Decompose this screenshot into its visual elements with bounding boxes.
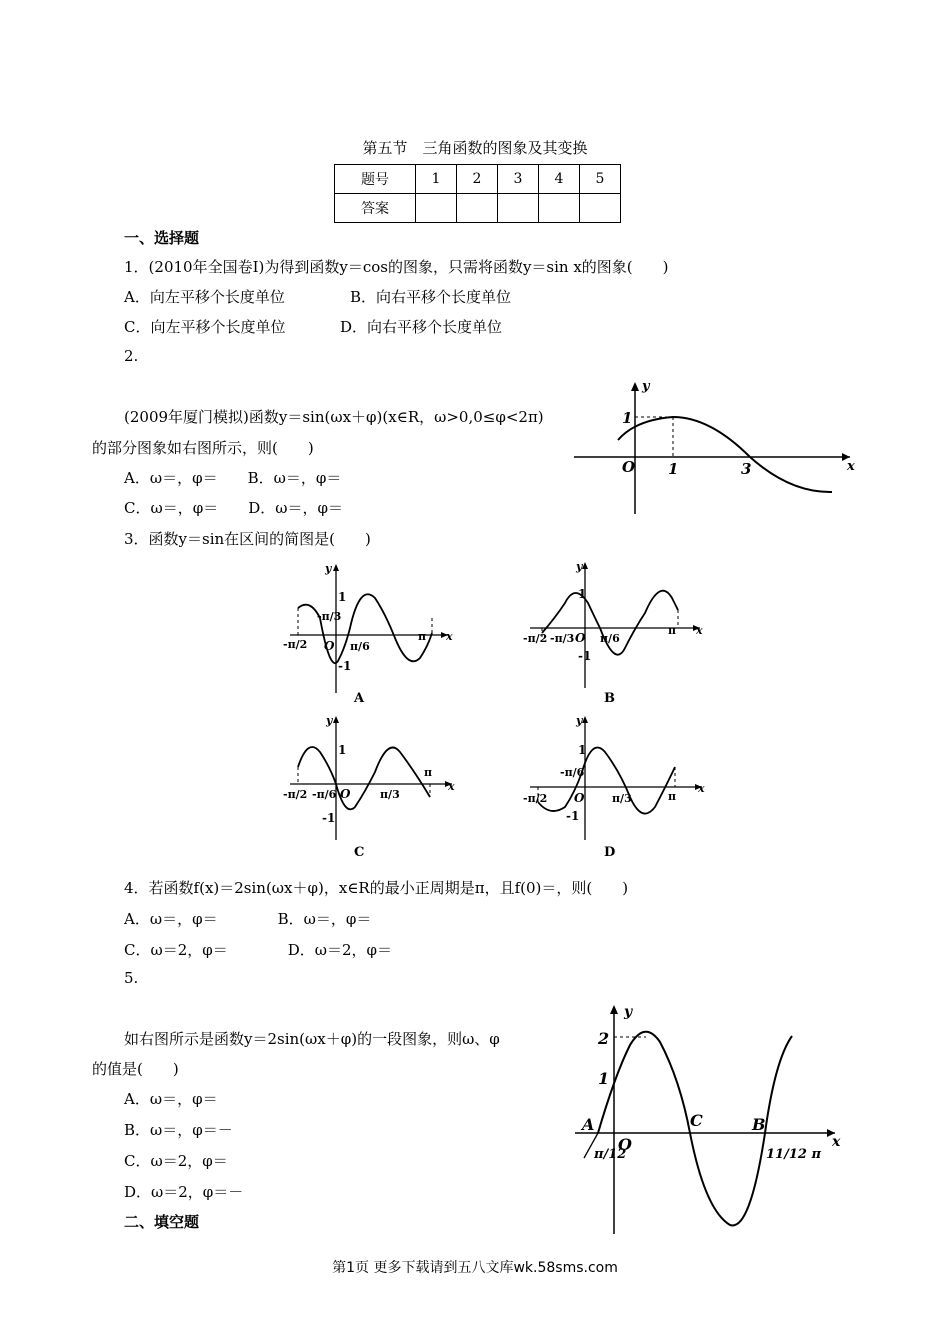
curve <box>538 748 675 814</box>
q2-stem-2: 的部分图象如右图所示，则( ) <box>92 439 314 457</box>
y-axis-arrow <box>610 1005 618 1014</box>
q5-option-b: B．ω＝，φ＝－ <box>124 1121 233 1139</box>
table-number: 3 <box>498 165 539 194</box>
q2-number: 2. <box>124 347 139 365</box>
page-title: 第五节 三角函数的图象及其变换 <box>362 139 588 157</box>
q5-stem-1: 如右图所示是函数y＝2sin(ωx＋φ)的一段图象，则ω、φ <box>124 1030 500 1048</box>
origin-label: O <box>622 458 636 476</box>
q5-option-c: C．ω＝2，φ＝ <box>124 1152 228 1170</box>
q1-option-c: C．向左平移个长度单位 <box>124 318 286 336</box>
q5-number: 5. <box>124 969 139 987</box>
q4-options-ab: A．ω＝，φ＝ B．ω＝，φ＝ <box>124 910 372 928</box>
svg-text:x: x <box>696 624 703 637</box>
q2-graph <box>570 378 860 518</box>
table-number: 5 <box>580 165 621 194</box>
y-axis-arrow <box>631 382 639 391</box>
y-tick: 2 <box>598 1029 610 1048</box>
svg-text:π/6: π/6 <box>350 640 370 653</box>
svg-text:-π/2: -π/2 <box>283 788 308 801</box>
q2-options-cd: C．ω＝，φ＝ D．ω＝，φ＝ <box>124 499 343 517</box>
q5-option-a: A．ω＝，φ＝ <box>124 1090 218 1108</box>
svg-text:O: O <box>575 631 586 645</box>
y-tick: 1 <box>622 409 633 427</box>
y-label: y <box>642 379 650 394</box>
svg-text:-1: -1 <box>578 649 592 663</box>
svg-text:-π/2: -π/2 <box>283 638 308 651</box>
x-tick: 1 <box>668 460 679 478</box>
figure-label: A <box>354 691 365 706</box>
q2-options-ab: A．ω＝，φ＝ B．ω＝，φ＝ <box>124 469 342 487</box>
svg-text:1: 1 <box>338 743 347 757</box>
svg-text:π: π <box>418 630 427 643</box>
q3-figure-b <box>520 558 710 708</box>
answer-table <box>334 164 621 223</box>
x-tick-left: π/12 <box>594 1147 627 1162</box>
x-tick-right: 11/12 π <box>766 1147 821 1162</box>
svg-text:-1: -1 <box>322 811 336 825</box>
q3-figure-a <box>280 558 460 708</box>
curve <box>542 591 678 655</box>
svg-text:y: y <box>326 714 333 727</box>
svg-text:1: 1 <box>578 743 587 757</box>
svg-text:x: x <box>446 630 453 643</box>
figure-label: D <box>604 845 616 860</box>
svg-text:π/3: π/3 <box>380 788 400 801</box>
y-tick: 1 <box>598 1069 610 1088</box>
q4-options-cd: C．ω＝2，φ＝ D．ω＝2，φ＝ <box>124 941 393 959</box>
svg-text:π/6: π/6 <box>600 632 620 645</box>
svg-text:y: y <box>576 560 583 573</box>
svg-text:-π/2: -π/2 <box>523 632 548 645</box>
q1-option-a: A．向左平移个长度单位 <box>124 288 285 306</box>
table-number: 1 <box>416 165 457 194</box>
q2-stem-1: (2009年厦门模拟)函数y＝sin(ωx＋φ)(x∈R，ω>0,0≤φ<2π) <box>124 408 544 426</box>
answer-cell <box>539 194 580 223</box>
q3-stem: 3．函数y＝sin在区间的简图是( ) <box>124 530 371 548</box>
point-a: A <box>582 1115 595 1134</box>
answer-cell <box>457 194 498 223</box>
svg-text:-π/2: -π/2 <box>523 792 548 805</box>
point-b: B <box>752 1115 766 1134</box>
x-tick: 3 <box>741 460 752 478</box>
answer-cell <box>498 194 539 223</box>
q4-stem: 4．若函数f(x)＝2sin(ωx＋φ)，x∈R的最小正周期是π，且f(0)＝，则( ) <box>124 879 629 897</box>
svg-text:-π/6: -π/6 <box>560 766 585 779</box>
answer-cell <box>580 194 621 223</box>
table-answer-label: 答案 <box>335 194 416 223</box>
curve <box>618 417 832 492</box>
svg-text:-π/6: -π/6 <box>312 788 337 801</box>
q5-stem-2: 的值是( ) <box>92 1060 179 1078</box>
svg-text:O: O <box>340 787 351 801</box>
q1-stem: 1．(2010年全国卷Ⅰ)为得到函数y＝cos的图象，只需将函数y＝sin x的图象( ) <box>124 258 669 276</box>
figure-label: C <box>354 845 365 860</box>
svg-text:π: π <box>424 766 433 779</box>
answer-cell <box>416 194 457 223</box>
svg-text:x: x <box>698 782 705 795</box>
svg-text:1: 1 <box>578 587 587 601</box>
svg-text:y: y <box>576 714 583 727</box>
table-number: 2 <box>457 165 498 194</box>
q3-figure-d <box>520 712 710 862</box>
table-number: 4 <box>539 165 580 194</box>
q3-figure-c <box>280 712 460 862</box>
svg-text:-1: -1 <box>566 809 580 823</box>
origin-label: O <box>618 1135 632 1154</box>
svg-text:1: 1 <box>338 590 347 604</box>
svg-text:-π/3: -π/3 <box>317 610 342 623</box>
svg-text:π: π <box>668 624 677 637</box>
table-header-label: 题号 <box>335 165 416 194</box>
svg-text:O: O <box>324 639 335 653</box>
y-label: y <box>624 1004 633 1020</box>
section-fill: 二、填空题 <box>124 1213 200 1231</box>
svg-text:O: O <box>574 791 585 805</box>
svg-text:π/3: π/3 <box>612 792 632 805</box>
svg-text:-π/3: -π/3 <box>550 632 575 645</box>
section-choice: 一、选择题 <box>124 229 200 247</box>
svg-text:x: x <box>448 780 455 793</box>
q5-graph <box>570 1000 850 1236</box>
svg-text:π: π <box>668 790 677 803</box>
figure-label: B <box>604 691 615 706</box>
x-label: x <box>847 459 855 474</box>
svg-text:-1: -1 <box>338 659 352 673</box>
q1-option-b: B．向右平移个长度单位 <box>350 288 512 306</box>
svg-text:y: y <box>325 562 332 575</box>
q1-option-d: D．向右平移个长度单位 <box>340 318 503 336</box>
page-footer: 第1页 更多下载请到五八文库wk.58sms.com <box>332 1260 618 1276</box>
q5-option-d: D．ω＝2，φ＝－ <box>124 1183 244 1201</box>
x-label: x <box>832 1134 841 1150</box>
point-c: C <box>690 1111 703 1130</box>
